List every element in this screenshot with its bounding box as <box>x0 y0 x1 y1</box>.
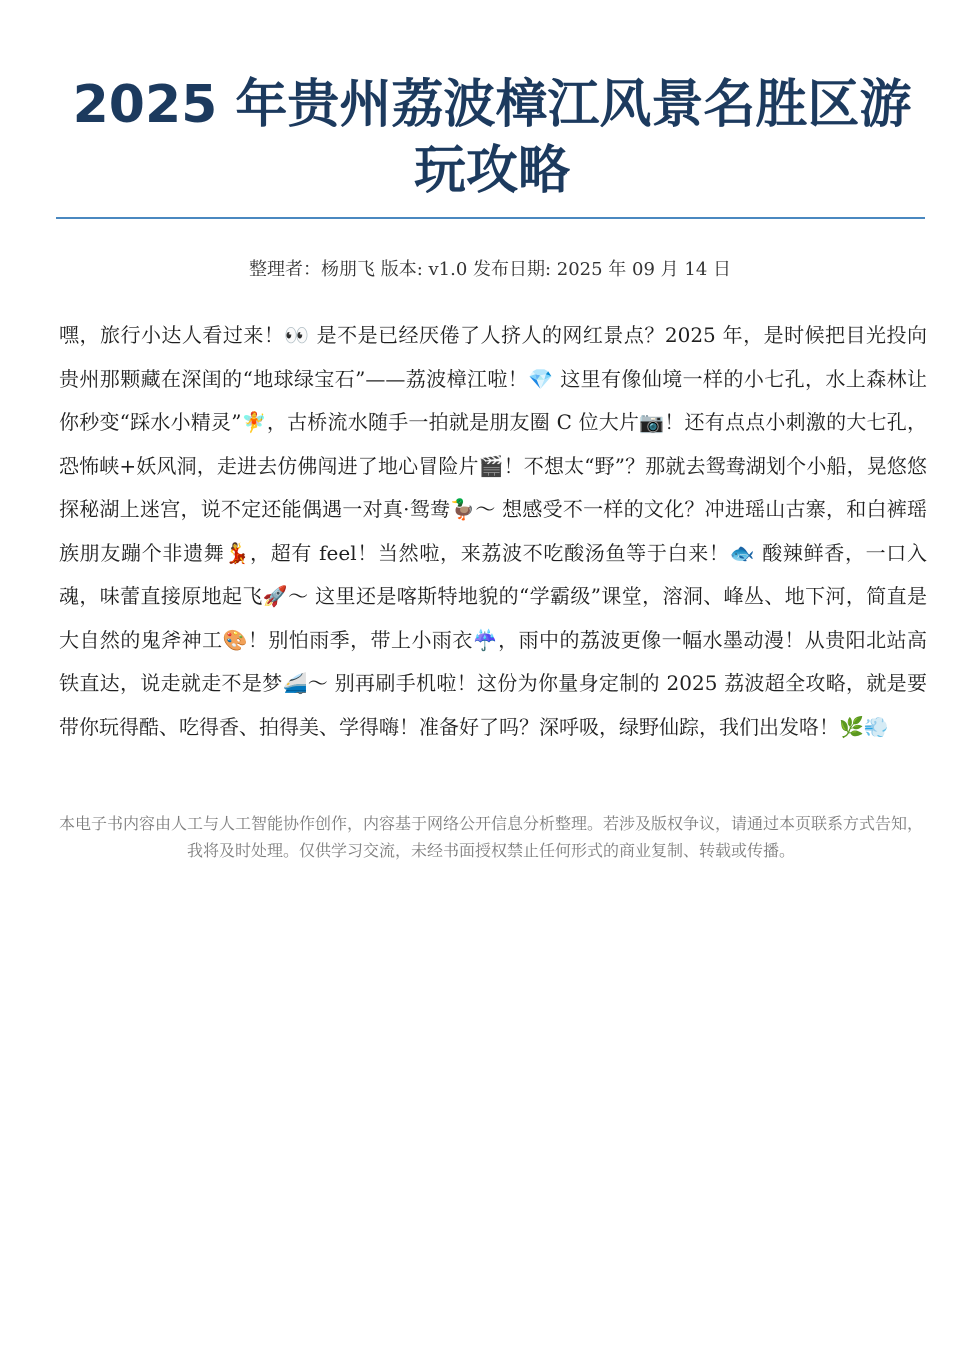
document-title: 2025 年贵州荔波樟江风景名胜区游玩攻略 <box>72 75 912 201</box>
document-meta: 整理者：杨朋飞 版本: v1.0 发布日期: 2025 年 09 月 14 日 <box>248 259 732 280</box>
title-divider <box>56 217 925 219</box>
copyright-disclaimer: 本电子书内容由人工与人工智能协作创作，内容基于网络公开信息分析整理。若涉及版权争议，请通过本页联系方式告知，我将及时处理。仅供学习交流，未经书面授权禁止任何形式的商业复制、转载或传播。 <box>58 814 923 860</box>
intro-paragraph: 嘿，旅行小达人看过来！👀 是不是已经厌倦了人挤人的网红景点？2025 年，是时候把目光投向贵州那颗藏在深闺的“地球绿宝石”——荔波樟江啦！💎 这里有像仙境一样的小七孔，水上森林让你秒变“踩水小精灵”🧚，古桥流水随手一拍就是朋友圈 C 位大片📷！还有点点小刺激的大七孔，恐怖峡+妖风洞，走进去仿佛闯进了地心冒险片🎬！不想太“野”？那就去鸳鸯湖划个小船，晃悠悠探秘湖上迷宫，说不定还能偶遇一对真·鸳鸯🦆～ 想感受不一样的文化？冲进瑶山古寨，和白裤瑶族朋友蹦个非遗舞💃，超有 feel！当然啦，来荔波不吃酸汤鱼等于白来！🐟 酸辣鲜香，一口入魂，味蕾直接原地起飞🚀～ 这里还是喀斯特地貌的“学霸级”课堂，溶洞、峰丛、地下河，简直是大自然的鬼斧神工🎨！别怕雨季，带上小雨衣☔，雨中的荔波更像一幅水墨动漫！从贵阳北站高铁直达，说走就走不是梦🚄～ 别再刷手机啦！这份为你量身定制的 2025 荔波超全攻略，就是要带你玩得酷、吃得香、拍得美、学得嗨！准备好了吗？深呼吸，绿野仙踪，我们出发咯！🌿💨 <box>59 323 927 739</box>
